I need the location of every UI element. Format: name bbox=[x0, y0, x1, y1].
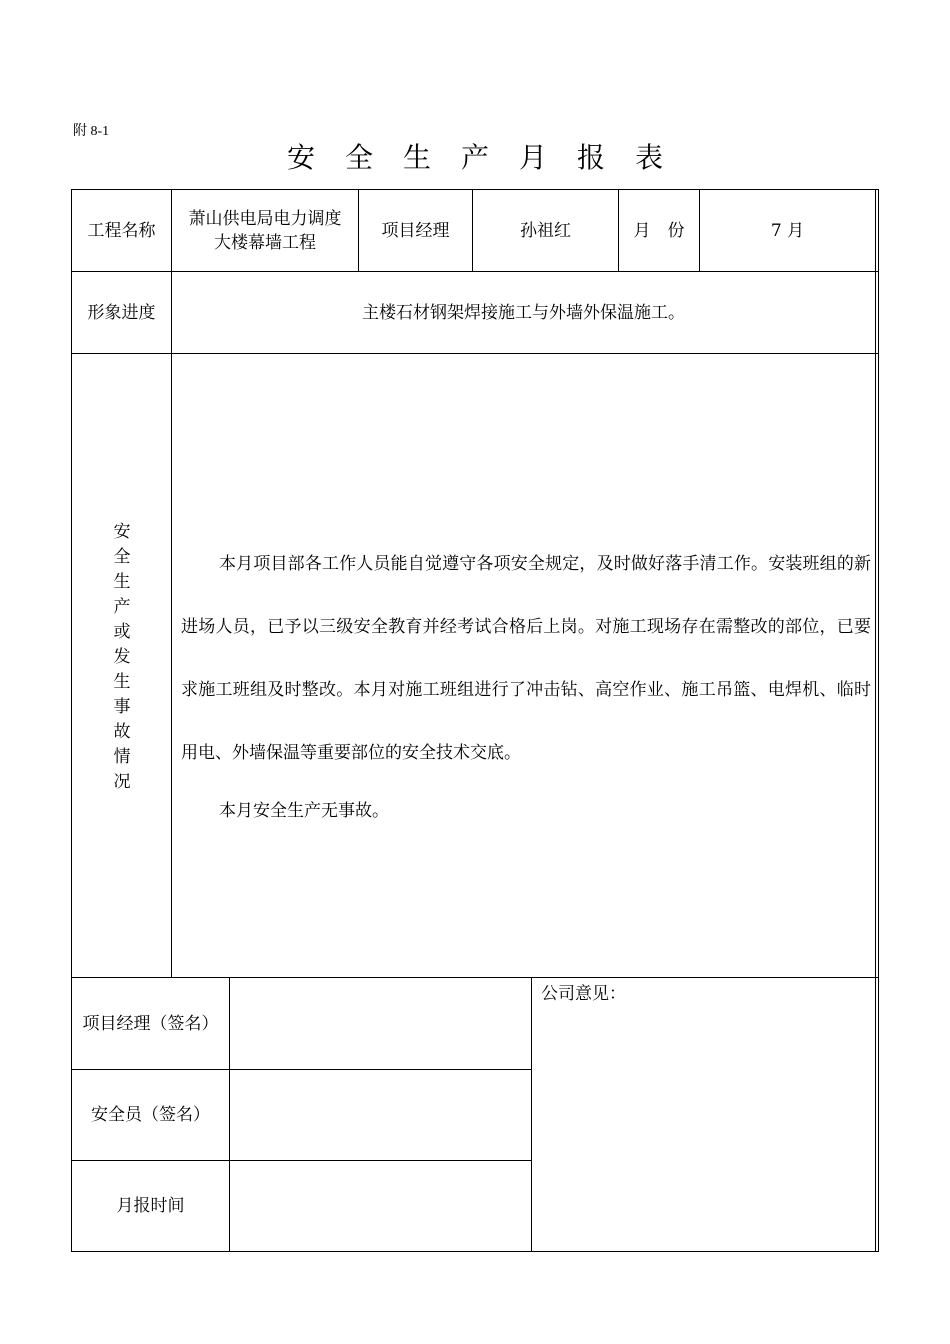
progress-label: 形象进度 bbox=[87, 302, 156, 323]
project-manager-label: 项目经理 bbox=[381, 220, 450, 241]
no-accident-paragraph: 本月安全生产无事故。 bbox=[219, 801, 389, 821]
safety-officer-signature-label: 安全员（签名） bbox=[91, 1105, 210, 1125]
company-opinion-label: 公司意见： bbox=[541, 984, 626, 1004]
report-time-label: 月报时间 bbox=[116, 1196, 185, 1216]
month-value: 7 月 bbox=[770, 220, 805, 241]
safety-situation-label: 安 全 生 产 或 发 生 事 故 情 况 bbox=[113, 522, 131, 792]
progress-value: 主楼石材钢架焊接施工与外墙外保温施工。 bbox=[362, 302, 685, 323]
manager-signature-label: 项目经理（签名） bbox=[82, 1013, 219, 1034]
page-title: 安全生产月报表 bbox=[286, 141, 693, 174]
safety-paragraph: 本月项目部各工作人员能自觉遵守各项安全规定，及时做好落手清工作。安装班组的新进场人员，已予以三级安全教育并经考试合格后上岗。对施工现场存在需整改的部位，已要求施工班组及时整改。本月对施工班组进行了冲击钻、高空作业、施工吊篮、电焊机、临时用电、外墙保温等重要部位的安全技术交底。 bbox=[181, 554, 871, 763]
report-time-field[interactable] bbox=[230, 1161, 531, 1251]
manager-signature-field[interactable] bbox=[230, 978, 531, 1069]
project-manager-value: 孙祖红 bbox=[520, 220, 571, 241]
project-name-value: 萧山供电局电力调度大楼幕墙工程 bbox=[188, 208, 342, 253]
appendix-label: 附 8-1 bbox=[73, 124, 110, 139]
safety-officer-signature-field[interactable] bbox=[230, 1070, 531, 1160]
project-name-label: 工程名称 bbox=[87, 220, 156, 241]
month-label: 月 份 bbox=[633, 220, 685, 241]
safety-situation-content bbox=[181, 533, 871, 843]
